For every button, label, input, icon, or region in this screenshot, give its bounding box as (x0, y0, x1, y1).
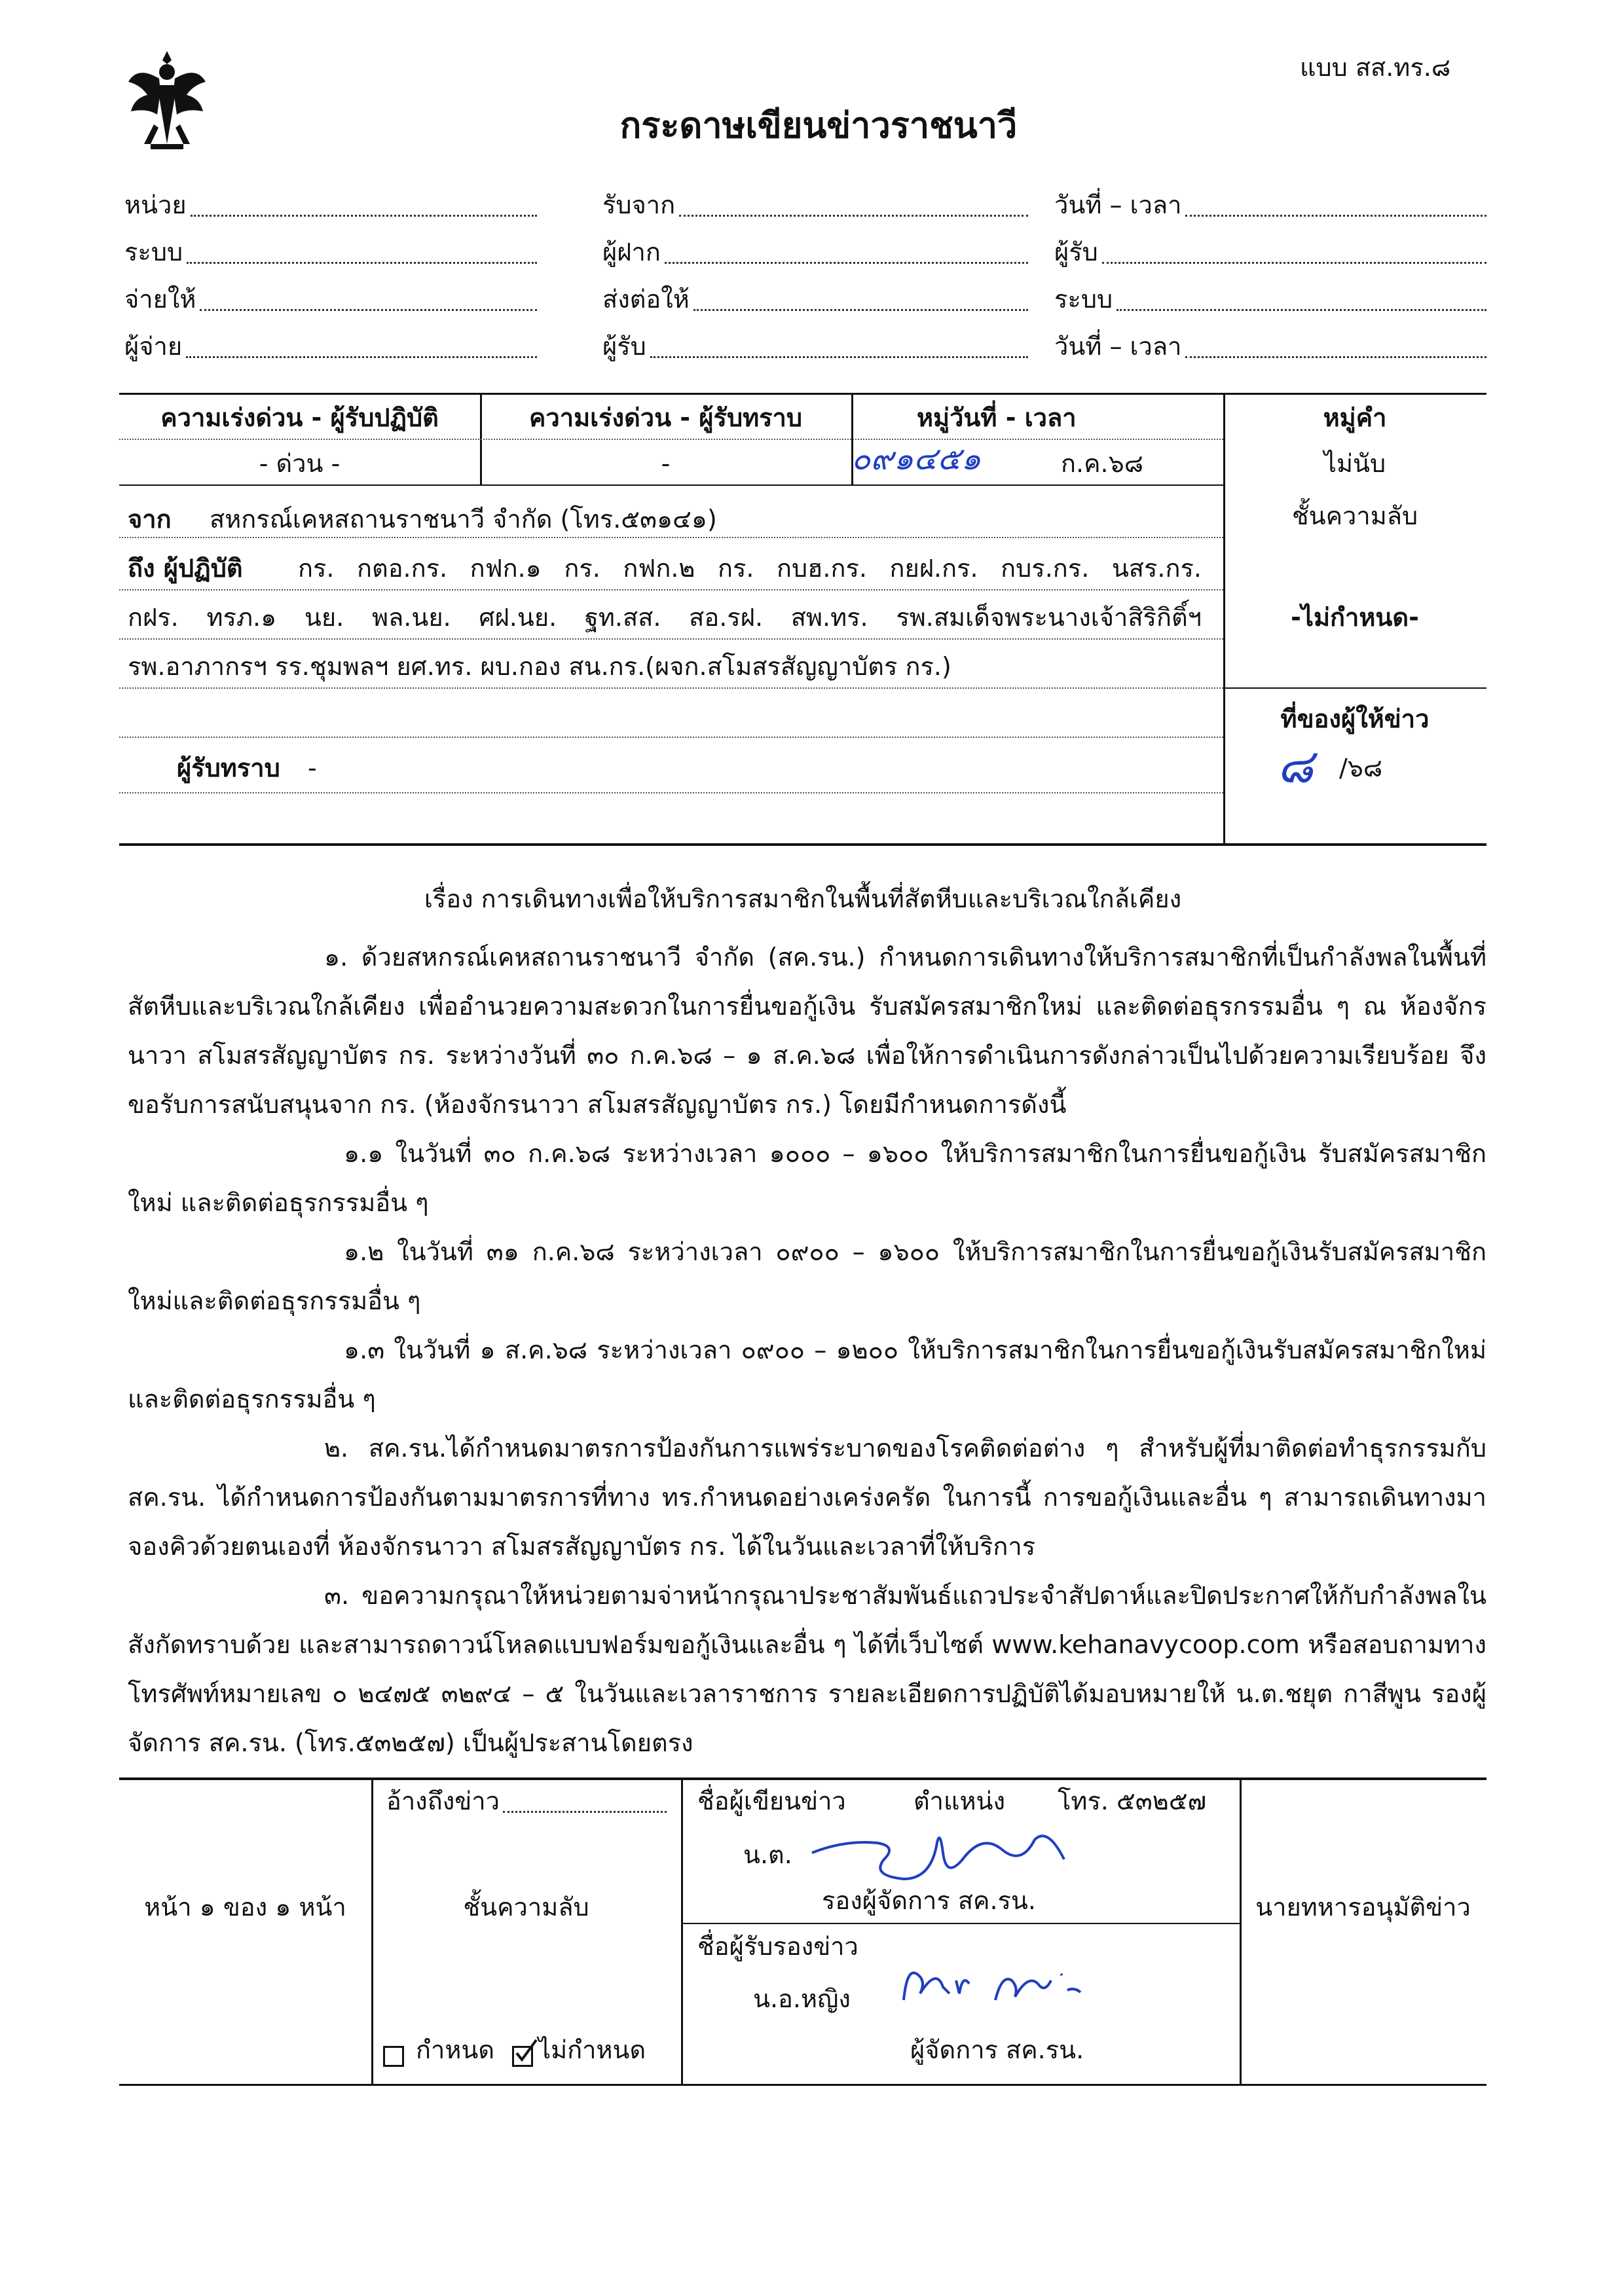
header-field-input[interactable] (1102, 262, 1486, 264)
garuda-emblem (124, 46, 210, 157)
header-field-label: ระบบ (124, 238, 183, 266)
paragraph-2: ๒. สค.รน.ได้กำหนดมาตรการป้องกันการแพร่ระบาดของโรคติดต่อต่าง ๆ สำหรับผู้ที่มาติดต่อทำธุรกรรมกับ สค.รน. ได้กำหนดการป้องกันตามมาตรการที่ทาง ทร.กำหนดอย่างเคร่งครัด ในการนี้ การขอกู้เงินและอื่น ๆ สามารถเดินทางมาจองคิวด้วยตนเองที่ ห้องจักรนาวา สโมสรสัญญาบัตร กร. ได้ในวันและเวลาที่ให้บริการ (128, 1434, 1486, 1561)
from-text: สหกรณ์เคหสถานราชนาวี จำกัด (โทร.๕๓๑๔๑) (210, 505, 717, 534)
to-line-3: รพ.อาภากรฯ รร.ชุมพลฯ ยศ.ทร. ผบ.กอง สน.กร.(ผจก.สโมสรสัญญาบัตร กร.) (128, 652, 951, 681)
certifier-rank: น.อ.หญิง (753, 1984, 851, 2013)
subject: เรื่อง การเดินทางเพื่อให้บริการสมาชิกในพื้นที่สัตหีบและบริเวณใกล้เคียง (424, 884, 1182, 913)
writer-rank: น.ต. (743, 1840, 792, 1869)
header-field-input[interactable] (191, 215, 537, 217)
box-line-4 (119, 589, 1223, 591)
header-field-input[interactable] (1185, 356, 1486, 358)
to-label: ถึง ผู้ปฏิบัติ (128, 554, 243, 583)
footer-divider-1 (371, 1777, 373, 2085)
priority-info-value: - (661, 449, 671, 478)
box-right-line (1223, 687, 1486, 689)
box-line-2 (119, 484, 1223, 486)
priority-action-value: - ด่วน - (259, 449, 341, 478)
paragraph-1-3: ๑.๓ ในวันที่ ๑ ส.ค.๖๘ ระหว่างเวลา ๐๙๐๐ – ๑๒๐๐ ให้บริการสมาชิกในการยื่นขอกู้เงินรับสมัครสมาชิกใหม่ และติดต่อธุรกรรมอื่น ๆ (128, 1336, 1486, 1413)
footer-mid-line (681, 1923, 1240, 1924)
writer-position: รองผู้จัดการ สค.รน. (822, 1886, 1036, 1915)
ref-dots (503, 1811, 667, 1813)
header-field-input[interactable] (200, 309, 537, 311)
header-field-label: ผู้จ่าย (124, 332, 183, 361)
box-line-6 (119, 687, 1223, 689)
box-bottom-border (119, 843, 1486, 846)
word-group-header: หมู่คำ (1323, 403, 1387, 432)
originator-ref-number: ๘ (1277, 738, 1314, 793)
box-top-border (119, 393, 1486, 395)
header-field-label: ระบบ (1054, 285, 1113, 314)
ref-label: อ้างถึงข่าว (386, 1787, 500, 1815)
info-value: - (308, 754, 317, 782)
priority-info-header: ความเร่งด่วน - ผู้รับทราบ (528, 403, 803, 432)
page-info: หน้า ๑ ของ ๑ หน้า (144, 1893, 346, 1922)
footer-bottom-border (119, 2084, 1486, 2086)
position-label: ตำแหน่ง (913, 1787, 1006, 1815)
header-field-input[interactable] (1185, 215, 1486, 217)
header-field-label: วันที่ – เวลา (1054, 332, 1182, 361)
check-mark-icon (513, 2039, 539, 2065)
footer-top-border (119, 1777, 1486, 1780)
check-undefined-label: ไม่กำหนด (538, 2035, 646, 2064)
footer-divider-3 (1240, 1777, 1242, 2085)
to-line-2: กฝร. ทรภ.๑ นย. พล.นย. ศฝ.นย. ฐท.สส. สอ.รฝ. สพ.ทร. รพ.สมเด็จพระนางเจ้าสิริกิติ์ฯ (128, 603, 1202, 632)
box-line-header (119, 439, 1223, 440)
word-group-value: ไม่นับ (1323, 449, 1386, 478)
to-line-1: กร. กตอ.กร. กฟก.๑ กร. กฟก.๒ กร. กบฮ.กร. กยฝ.กร. กบร.กร. นสร.กร. (298, 554, 1202, 583)
header-field-input[interactable] (187, 262, 537, 264)
header-field-input[interactable] (1116, 309, 1486, 311)
header-field-input[interactable] (693, 309, 1028, 311)
header-field-label: วันที่ – เวลา (1054, 191, 1182, 219)
writer-label: ชื่อผู้เขียนข่าว (697, 1787, 846, 1815)
box-line-5 (119, 638, 1223, 640)
paragraph-1: ๑. ด้วยสหกรณ์เคหสถานราชนาวี จำกัด (สค.รน.) กำหนดการเดินทางให้บริการสมาชิกที่เป็นกำลังพลในพื้นที่สัตหีบและบริเวณใกล้เคียง เพื่ออำนวยความสะดวกในการยื่นขอกู้เงิน รับสมัครสมาชิกใหม่ และติดต่อธุรกรรมอื่น ๆ ณ ห้องจักรนาวา สโมสรสัญญาบัตร กร. ระหว่างวันที่ ๓๐ ก.ค.๖๘ – ๑ ส.ค.๖๘ เพื่อให้การดำเนินการดังกล่าวเป็นไปด้วยความเรียบร้อย จึงขอรับการสนับสนุนจาก กร. (ห้องจักรนาวา สโมสรสัญญาบัตร กร.) โดยมีกำหนดการดังนี้ (128, 943, 1486, 1119)
footer-classification-label: ชั้นความลับ (463, 1893, 589, 1922)
box-line-3 (119, 537, 1223, 538)
dtg-header: หมู่วันที่ - เวลา (917, 403, 1077, 432)
header-field-label: หน่วย (124, 191, 187, 219)
writer-phone: โทร. ๕๓๒๕๗ (1058, 1787, 1207, 1815)
page-title: กระดาษเขียนข่าวราชนาวี (619, 105, 1018, 146)
paragraph-1-1: ๑.๑ ในวันที่ ๓๐ ก.ค.๖๘ ระหว่างเวลา ๑๐๐๐ – ๑๖๐๐ ให้บริการสมาชิกในการยื่นขอกู้เงิน รับสมัครสมาชิกใหม่ และติดต่อธุรกรรมอื่น ๆ (128, 1139, 1486, 1217)
box-line-8 (119, 792, 1223, 793)
paragraph-3: ๓. ขอความกรุณาให้หน่วยตามจ่าหน้ากรุณาประชาสัมพันธ์แถวประจำสัปดาห์และปิดประกาศให้กับกำลังพลในสังกัดทราบด้วย และสามารถดาวน์โหลดแบบฟอร์มขอกู้เงินและอื่น ๆ ได้ที่เว็บไซต์ www.kehanavycoop.com หรือสอบถามทางโทรศัพท์หมายเลข ๐ ๒๔๗๕ ๓๒๙๔ – ๕ ในวันและเวลาราชการ รายละเอียดการปฏิบัติได้มอบหมายให้ น.ต.ชยุต กาสีพูน รองผู้จัดการ สค.รน. (โทร.๕๓๒๕๗) เป็นผู้ประสานโดยตรง (128, 1581, 1486, 1757)
from-label: จาก (128, 505, 172, 534)
info-label: ผู้รับทราบ (177, 754, 280, 782)
form-code: แบบ สส.ทร.๘ (1300, 53, 1451, 82)
classification-value: -ไม่กำหนด- (1291, 603, 1419, 632)
classification-label: ชั้นความลับ (1291, 501, 1418, 530)
priority-action-header: ความเร่งด่วน - ผู้รับปฏิบัติ (160, 403, 439, 432)
header-field-label: ผู้รับ (1054, 238, 1098, 266)
certifier-position: ผู้จัดการ สค.รน. (910, 2035, 1084, 2064)
footer-divider-2 (681, 1777, 683, 2085)
header-field-label: รับจาก (602, 191, 676, 219)
header-field-input[interactable] (186, 356, 537, 358)
writer-signature (805, 1813, 1080, 1895)
checkbox-undefined[interactable] (512, 2046, 533, 2067)
paragraph-1-2: ๑.๒ ในวันที่ ๓๑ ก.ค.๖๘ ระหว่างเวลา ๐๙๐๐ – ๑๖๐๐ ให้บริการสมาชิกในการยื่นขอกู้เงินรับสมัครสมาชิกใหม่และติดต่อธุรกรรมอื่น ๆ (128, 1237, 1486, 1315)
checkbox-defined[interactable] (383, 2046, 404, 2067)
header-field-label: ส่งต่อให้ (602, 285, 690, 314)
header-field-input[interactable] (679, 215, 1028, 217)
certifier-label: ชื่อผู้รับรองข่าว (697, 1932, 858, 1961)
box-line-7 (119, 737, 1223, 738)
dtg-handwritten: ๐๙๑๔๕๑ (851, 441, 982, 477)
originator-ref-suffix: /๖๘ (1339, 754, 1383, 782)
approver-label: นายทหารอนุมัติข่าว (1255, 1893, 1471, 1922)
dtg-month: ก.ค.๖๘ (1061, 449, 1144, 478)
certifier-signature (897, 1954, 1094, 2016)
header-field-label: ผู้ฝาก (602, 238, 661, 266)
check-defined-label: กำหนด (416, 2035, 495, 2064)
header-field-label: จ่ายให้ (124, 285, 196, 314)
header-field-input[interactable] (665, 262, 1028, 264)
originator-ref-label: ที่ของผู้ให้ข่าว (1280, 704, 1430, 733)
header-field-label: ผู้รับ (602, 332, 646, 361)
header-field-input[interactable] (650, 356, 1028, 358)
